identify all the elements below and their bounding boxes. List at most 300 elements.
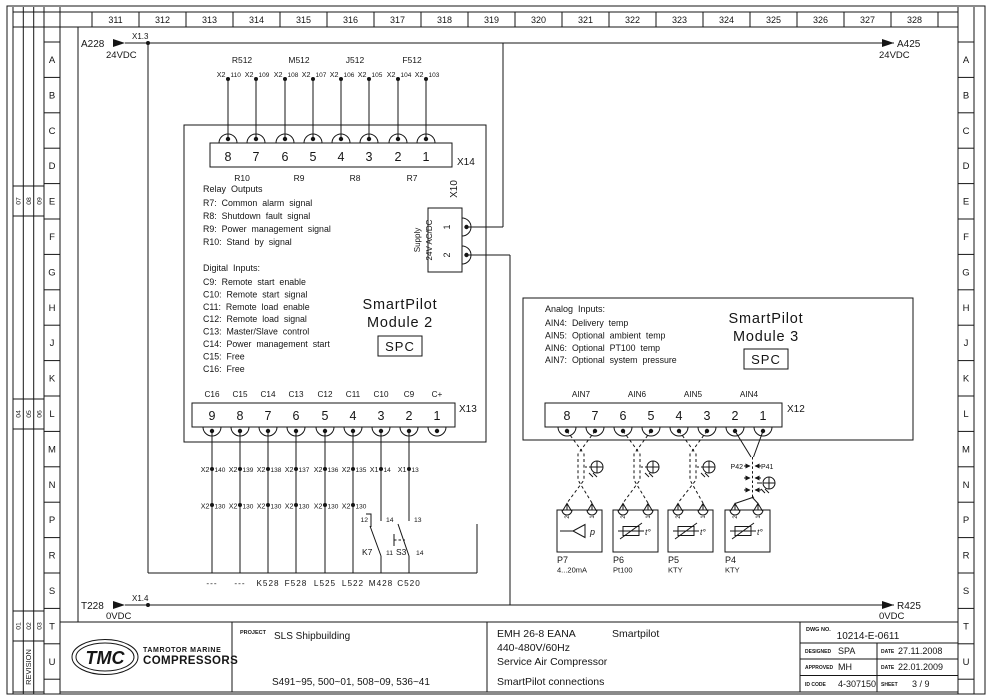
channel-label: C+ xyxy=(431,390,443,399)
connector-arrow-icon xyxy=(746,464,751,469)
connector-arrow-icon xyxy=(755,476,760,481)
row-label: S xyxy=(962,586,970,597)
sensor-name: P5 xyxy=(668,555,680,565)
row-label: B xyxy=(962,90,970,102)
relay-ref: R9 xyxy=(293,173,305,183)
terminal-dot xyxy=(283,77,287,81)
approved-date-value: 22.01.2009 xyxy=(898,662,944,672)
terminal-number: 8 xyxy=(224,150,232,164)
wire xyxy=(645,473,649,477)
terminal-number: 2 xyxy=(731,409,739,423)
column-label: 311 xyxy=(108,15,123,25)
wire-tag: 140 xyxy=(214,467,226,474)
analog-input-item: AIN6: Optional PT100 temp xyxy=(545,342,661,353)
terminal-number: 6 xyxy=(619,409,627,423)
earth-ground-icon xyxy=(761,477,775,493)
terminal-number: 8 xyxy=(236,409,244,423)
revision-number: 07 xyxy=(15,197,23,205)
channel-label: C9 xyxy=(403,390,415,399)
idcode-label: ID CODE xyxy=(805,682,826,688)
serials-value: S491~95, 500~01, 508~09, 536~41 xyxy=(272,677,430,688)
terminal-number: 8 xyxy=(563,409,571,423)
x13-strip-label: X13 xyxy=(459,404,477,415)
row-label: N xyxy=(48,479,56,491)
row-label: L xyxy=(49,409,55,420)
sensor-wire xyxy=(735,431,751,457)
terminal-dot xyxy=(146,603,150,607)
sensor-wire xyxy=(752,497,758,504)
row-label: K xyxy=(962,373,970,385)
revision-number: 08 xyxy=(26,197,33,205)
digital-inputs-title: Digital Inputs: xyxy=(203,263,261,273)
module2-name-line1: SmartPilot xyxy=(362,297,438,313)
rail-terminal-top: X1.3 xyxy=(132,32,149,41)
wire-tag: X2 xyxy=(313,501,323,511)
sensor-symbol-letter: p xyxy=(590,527,596,537)
project-value: SLS Shipbuilding xyxy=(274,631,351,642)
wire-tag: X2 xyxy=(284,465,294,474)
terminal-number: 2 xyxy=(621,515,627,519)
sensor-name: P4 xyxy=(725,555,737,565)
connector-p42-label: P42 xyxy=(730,464,743,471)
terminal-dot xyxy=(396,77,400,81)
wire-tag: 136 xyxy=(327,467,339,474)
column-label: 322 xyxy=(624,15,641,25)
terminal-number: 2 xyxy=(676,515,682,519)
designed-value: SPA xyxy=(838,646,856,656)
dest-tag: M428 xyxy=(368,579,394,588)
wire-tag: 14 xyxy=(383,467,391,474)
terminal-dot xyxy=(238,503,242,507)
dwg-number: 10214-E-0611 xyxy=(836,631,900,642)
wire-tag: 130 xyxy=(270,503,282,511)
channel-label: AIN7 xyxy=(571,390,591,399)
terminal-number: 3 xyxy=(365,150,373,164)
rail-arrow-icon xyxy=(113,601,125,609)
wire-tag: X2 xyxy=(341,501,351,511)
terminal-dot xyxy=(266,467,270,471)
terminal-scallop xyxy=(698,510,708,515)
sheet-label: SHEET xyxy=(881,682,898,688)
row-label: C xyxy=(962,125,970,137)
row-label: B xyxy=(48,90,56,102)
terminal-dot xyxy=(226,77,230,81)
revision-number: 05 xyxy=(26,410,33,418)
channel-label: C11 xyxy=(345,390,361,399)
row-label: D xyxy=(962,161,970,173)
terminal-dot xyxy=(311,77,315,81)
terminal-dot xyxy=(407,467,411,471)
column-label: 312 xyxy=(154,15,171,25)
channel-label: C10 xyxy=(373,390,389,399)
row-label: T xyxy=(49,621,55,633)
wire-tag: X1 xyxy=(369,465,379,474)
terminal-number: 5 xyxy=(309,150,317,164)
row-label: N xyxy=(962,479,970,491)
row-label: U xyxy=(962,656,970,668)
dest-tag: K528 xyxy=(256,579,280,588)
terminal-number: 3 xyxy=(377,409,385,423)
terminal-dot xyxy=(464,253,468,257)
revision-number: 04 xyxy=(15,410,23,418)
analog-input-item: AIN4: Delivery temp xyxy=(545,318,629,328)
connector-arrow-icon xyxy=(746,476,751,481)
revision-number: 06 xyxy=(36,410,44,418)
terminal-dot xyxy=(323,467,327,471)
wire-tag: X2 xyxy=(386,70,396,79)
column-label: 325 xyxy=(765,15,782,25)
revision-strip-label: REVISION xyxy=(24,649,33,685)
wire-tag: X2 xyxy=(357,70,367,79)
wire-tag: 110 xyxy=(230,72,241,79)
terminal-dot xyxy=(294,467,298,471)
wire-tag: X2 xyxy=(228,501,238,511)
row-label: J xyxy=(963,338,969,350)
column-label: 326 xyxy=(812,15,829,25)
terminal-dot xyxy=(424,77,428,81)
wire-tag: X2 xyxy=(216,70,226,79)
terminal-number: 5 xyxy=(321,409,329,423)
terminal-number: 4 xyxy=(337,150,345,164)
dest-tag: --- xyxy=(206,579,218,588)
terminal-dot xyxy=(367,77,371,81)
relay-output-item: R7: Common alarm signal xyxy=(203,198,313,208)
terminal-number: 3 xyxy=(703,409,711,423)
row-label: H xyxy=(48,302,56,314)
analog-inputs-title: Analog Inputs: xyxy=(545,304,606,314)
rail-arrow-icon xyxy=(882,601,894,609)
contact-k7-pin-nc: 12 xyxy=(360,517,368,524)
wire-tag: X2 xyxy=(329,70,339,79)
twisted-pair-wire xyxy=(678,431,696,503)
relay-ref: R7 xyxy=(406,173,418,183)
revision-number: 09 xyxy=(36,197,44,205)
terminal-dot xyxy=(351,467,355,471)
module3-name-line2: Module 3 xyxy=(732,329,800,345)
row-label: M xyxy=(48,444,56,456)
terminal-number: 7 xyxy=(591,409,599,423)
wire-tag: X2 xyxy=(414,70,424,79)
row-label: C xyxy=(48,125,56,137)
row-label: P xyxy=(48,515,56,527)
row-label: R xyxy=(48,550,56,562)
column-label: 318 xyxy=(436,15,453,25)
sensor-symbol-letter: t° xyxy=(757,527,763,537)
sensor-symbol-letter: t° xyxy=(700,527,706,537)
wire-tag: X2 xyxy=(301,70,311,79)
dwg-label: DWG NO. xyxy=(806,627,831,633)
sensor-type: KTY xyxy=(668,565,683,575)
sensor-type: Pt100 xyxy=(613,565,633,575)
terminal-dot xyxy=(339,77,343,81)
terminal-number: 9 xyxy=(208,409,216,423)
approved-value: MH xyxy=(838,662,852,672)
rail-ref-bottom-right: R425 xyxy=(897,601,921,612)
wire-tag: 130 xyxy=(327,503,339,511)
earth-ground-icon xyxy=(589,461,603,477)
pressure-symbol-icon xyxy=(573,525,585,538)
coil-ref: M512 xyxy=(288,55,310,65)
column-label: 320 xyxy=(530,15,547,25)
terminal-dot xyxy=(323,503,327,507)
coil-ref: J512 xyxy=(345,55,365,65)
title-block xyxy=(60,622,958,692)
module3-spc-badge: SPC xyxy=(751,352,781,367)
outer-border xyxy=(7,6,985,694)
logo-name-line1: TAMROTOR MARINE xyxy=(143,647,222,654)
dest-tag: L522 xyxy=(341,579,365,588)
rail-voltage-bottom-left: 0VDC xyxy=(106,611,132,622)
column-label: 316 xyxy=(342,15,359,25)
wire-tag: X2 xyxy=(273,70,283,79)
wire-tag: 109 xyxy=(258,72,270,79)
earth-ground-icon xyxy=(701,461,715,477)
terminal-number: 2 xyxy=(733,515,739,519)
channel-label: AIN5 xyxy=(683,390,703,399)
terminal-number: 4 xyxy=(349,409,357,423)
connector-arrow-icon xyxy=(755,488,760,493)
wire-tag: 108 xyxy=(287,72,299,79)
channel-label: AIN6 xyxy=(627,390,647,399)
terminal-scallop xyxy=(753,510,763,515)
relay-ref: R10 xyxy=(234,173,250,183)
dest-tag: --- xyxy=(234,579,246,588)
contact-k7-ref: K7 xyxy=(362,547,373,557)
wire xyxy=(649,473,653,477)
relay-output-item: R9: Power management signal xyxy=(203,224,331,234)
channel-label: C16 xyxy=(204,390,220,399)
channel-label: C12 xyxy=(317,390,333,399)
channel-label: C15 xyxy=(232,390,248,399)
wire xyxy=(705,473,709,477)
project-label: PROJECT xyxy=(240,630,266,636)
terminal-number: 2 xyxy=(394,150,402,164)
wire-tag: 130 xyxy=(214,503,226,511)
wire-tag: 106 xyxy=(343,72,355,79)
terminal-number: 1 xyxy=(590,515,596,519)
digital-input-item: C11: Remote load enable xyxy=(203,301,310,312)
relay-outputs-title: Relay Outputs xyxy=(203,184,263,194)
row-label: D xyxy=(48,161,56,173)
terminal-number: 1 xyxy=(442,224,452,230)
revision-number: 03 xyxy=(36,622,44,630)
wire-tag: 13 xyxy=(411,467,419,474)
terminal-dot xyxy=(254,77,258,81)
rail-terminal-bottom: X1.4 xyxy=(132,594,149,603)
approved-date-label: DATE xyxy=(881,665,895,671)
connector-arrow-icon xyxy=(746,488,751,493)
terminal-dot xyxy=(351,503,355,507)
row-label: A xyxy=(962,55,970,66)
column-label: 321 xyxy=(577,15,594,25)
x10-label: X10 xyxy=(449,180,460,198)
row-label: A xyxy=(48,55,56,66)
rail-ref-top-right: A425 xyxy=(897,39,921,50)
dest-tag: C520 xyxy=(397,579,421,588)
twisted-pair-wire xyxy=(567,431,584,503)
digital-input-item: C15: Free xyxy=(203,351,245,362)
column-label: 324 xyxy=(718,15,735,25)
idcode-value: 4-307150 xyxy=(838,679,877,689)
column-label: 315 xyxy=(295,15,312,25)
module2 xyxy=(184,55,486,588)
row-label: T xyxy=(963,621,969,633)
wire-tag: X2 xyxy=(228,465,238,474)
x12-strip-label: X12 xyxy=(787,404,805,415)
terminal-number: 2 xyxy=(565,515,571,519)
x10-supply-line1: Supply xyxy=(413,227,422,253)
connector-arrow-icon xyxy=(755,464,760,469)
column-label: 317 xyxy=(389,15,406,25)
terminal-scallop xyxy=(730,510,740,515)
channel-label: AIN4 xyxy=(739,390,759,399)
terminal-number: 6 xyxy=(292,409,300,423)
terminal-scallop xyxy=(562,510,572,515)
relay-output-item: R8: Shutdown fault signal xyxy=(203,211,311,221)
row-label: P xyxy=(962,515,970,527)
terminal-number: 7 xyxy=(264,409,272,423)
model-suffix: Smartpilot xyxy=(612,628,660,640)
row-label: U xyxy=(48,656,56,668)
module3-geometry xyxy=(523,298,913,575)
wire-tag: X1 xyxy=(397,465,407,474)
terminal-number: 7 xyxy=(252,150,260,164)
analog-input-item: AIN7: Optional system pressure xyxy=(545,355,677,366)
module3-name-line1: SmartPilot xyxy=(728,311,804,327)
revision-number: 02 xyxy=(26,622,33,630)
wire xyxy=(701,473,705,477)
terminal-number: 1 xyxy=(759,409,767,423)
terminal-dot xyxy=(238,467,242,471)
connector-p41-label: P41 xyxy=(761,464,774,471)
row-label: E xyxy=(962,196,970,208)
terminal-dot xyxy=(464,225,468,229)
designed-date-value: 27.11.2008 xyxy=(898,646,943,656)
row-label: J xyxy=(49,338,55,350)
channel-label: C14 xyxy=(260,390,276,399)
terminal-number: 1 xyxy=(646,515,652,519)
wire-tag: X2 xyxy=(256,501,266,511)
coil-ref: R512 xyxy=(231,55,253,65)
rail-voltage-top-right: 24VDC xyxy=(879,50,910,61)
wire-tag: X2 xyxy=(313,465,323,474)
sensor-type: 4...20mA xyxy=(557,565,588,575)
x12-strip xyxy=(545,403,782,427)
sensor-symbol-letter: t° xyxy=(645,527,651,537)
module2-geometry xyxy=(184,55,486,588)
wire xyxy=(761,489,765,493)
wire-tag: X2 xyxy=(244,70,254,79)
sensor-wire xyxy=(735,497,754,504)
terminal-scallop xyxy=(673,510,683,515)
terminal-scallop xyxy=(643,510,653,515)
dest-tag: L525 xyxy=(313,579,337,588)
dest-tag: F528 xyxy=(284,579,308,588)
revision-strip xyxy=(13,186,44,692)
x14-strip xyxy=(210,143,452,167)
machine-value: Service Air Compressor xyxy=(497,656,608,668)
analog-input-item: AIN5: Optional ambient temp xyxy=(545,330,666,341)
sheet-value: 3 / 9 xyxy=(912,679,930,689)
wire-tag: 104 xyxy=(400,72,412,79)
column-label: 328 xyxy=(906,15,923,25)
terminal-number: 1 xyxy=(433,409,441,423)
wire xyxy=(589,473,593,477)
tmc-logo-text: TMC xyxy=(85,648,125,668)
column-label: 327 xyxy=(859,15,876,25)
wire-tag: 130 xyxy=(355,503,367,511)
row-label: G xyxy=(962,267,970,279)
digital-input-item: C13: Master/Slave control xyxy=(203,326,310,337)
approved-label: APPROVED xyxy=(805,665,834,671)
designed-date-label: DATE xyxy=(881,649,895,655)
wire-tag: 107 xyxy=(315,72,327,79)
column-label: 313 xyxy=(201,15,218,25)
terminal-dot xyxy=(266,503,270,507)
x14-strip-label: X14 xyxy=(457,157,475,168)
coil-ref: F512 xyxy=(402,55,422,65)
terminal-number: 4 xyxy=(675,409,683,423)
sensor-name: P7 xyxy=(557,555,569,565)
wire-tag: X2 xyxy=(200,465,210,474)
wire-tag: 130 xyxy=(242,503,254,511)
contact-k7-pin-no: 14 xyxy=(386,517,394,524)
wire-tag: 137 xyxy=(298,467,310,474)
terminal-dot xyxy=(379,467,383,471)
column-label: 323 xyxy=(671,15,688,25)
sensor-name: P6 xyxy=(613,555,625,565)
model-value: EMH 26-8 EANA xyxy=(497,628,576,640)
digital-input-item: C16: Free xyxy=(203,363,245,374)
digital-input-item: C9: Remote start enable xyxy=(203,277,306,287)
rail-voltage-top-left: 24VDC xyxy=(106,50,137,61)
digital-input-item: C14: Power management start xyxy=(203,339,330,349)
wire-tag: X2 xyxy=(341,465,351,474)
rail-ref-bottom-left: T228 xyxy=(81,601,104,612)
rail-voltage-bottom-right: 0VDC xyxy=(879,611,905,622)
row-label: F xyxy=(49,232,55,243)
rail-ref-top-left: A228 xyxy=(81,39,105,50)
wire xyxy=(765,489,769,493)
wire-tag: 138 xyxy=(270,467,282,474)
terminal-scallop xyxy=(587,510,597,515)
row-label: M xyxy=(962,444,970,456)
wire-tag: X2 xyxy=(256,465,266,474)
terminal-number: 1 xyxy=(701,515,707,519)
column-label: 314 xyxy=(248,15,265,25)
terminal-dot xyxy=(210,467,214,471)
terminal-number: 5 xyxy=(647,409,655,423)
terminal-dot xyxy=(294,503,298,507)
wire-tag: 105 xyxy=(371,72,383,79)
switch-s3-ref: S3 xyxy=(396,547,407,557)
wire-tag: 103 xyxy=(428,72,440,79)
designed-label: DESIGNED xyxy=(805,649,832,655)
row-label: L xyxy=(963,409,969,420)
terminal-scallop xyxy=(618,510,628,515)
terminal-number: 2 xyxy=(405,409,413,423)
voltage-value: 440-480V/60Hz xyxy=(497,642,570,654)
sensor-type: KTY xyxy=(725,565,740,575)
terminal-dot xyxy=(210,503,214,507)
x10-supply-line2: 24V AC/DC xyxy=(425,219,434,261)
row-label: R xyxy=(962,550,970,562)
relay-ref: R8 xyxy=(349,173,361,183)
digital-input-item: C12: Remote load signal xyxy=(203,314,307,325)
terminal-number: 2 xyxy=(442,252,452,258)
twisted-pair-wire xyxy=(623,431,640,503)
wire-tag: X2 xyxy=(284,501,294,511)
